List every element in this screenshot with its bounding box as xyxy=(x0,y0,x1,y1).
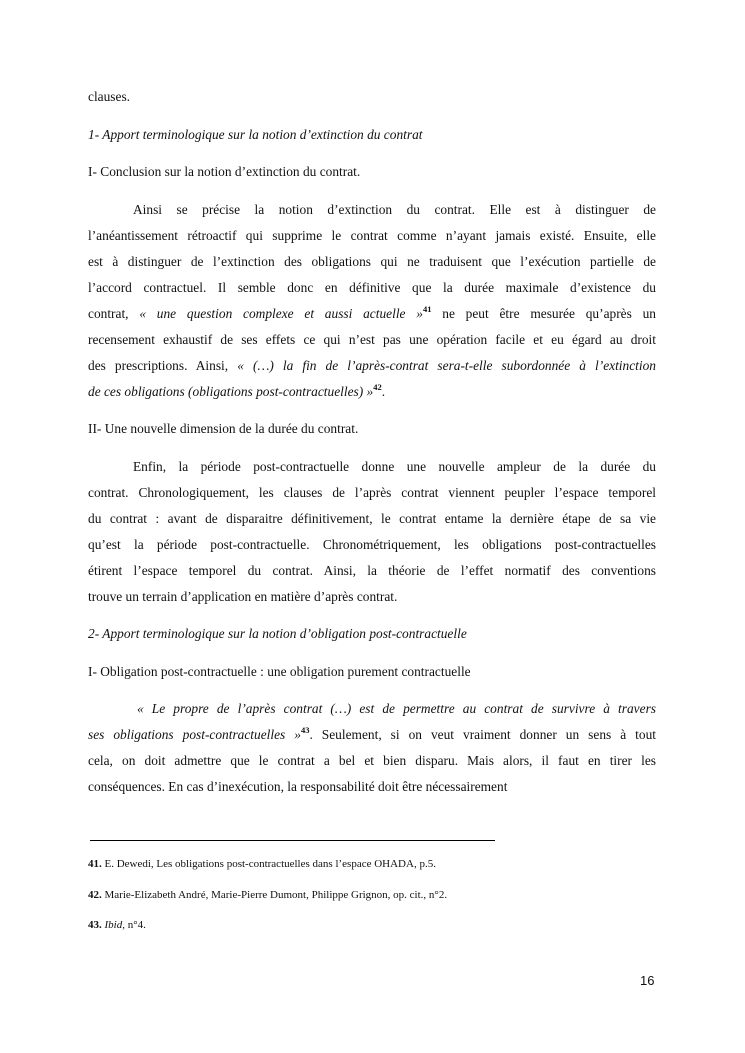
subsection-heading-3: I- Obligation post-contractuelle : une obligation purement contractuelle xyxy=(88,663,471,679)
text-line: du contrat : avant de disparaitre définitivement, le contrat entame la dernière étape de sa vie xyxy=(88,510,656,526)
paragraph-3 xyxy=(88,696,656,800)
text-line: est à distinguer de l’extinction des obligations qui ne traduisent que l’exécution partielle de xyxy=(88,253,656,269)
text-line: Ainsi se précise la notion d’extinction du contrat. Elle est à distinguer de xyxy=(133,201,656,217)
footnote-ref-43[interactable]: 43 xyxy=(300,725,310,735)
footnote-41: 41. E. Dewedi, Les obligations post-contractuelles dans l’espace OHADA, p.5. xyxy=(88,858,436,870)
section-heading-1: 1- Apport terminologique sur la notion d’extinction du contrat xyxy=(88,126,423,142)
text-line: l’accord contractuel. Il semble donc en définitive que la durée maximale d’existence du xyxy=(88,279,656,295)
quote: « une question complexe et aussi actuelle » xyxy=(139,305,423,321)
text-line: l’anéantissement rétroactif qui supprime le contrat comme n’ayant jamais existé. Ensuite, elle xyxy=(88,227,656,243)
quote: « (…) la fin de l’après-contrat sera-t-elle subordonnée à l’extinction xyxy=(237,357,656,373)
text-line: de ces obligations (obligations post-contractuelles) »$^{42}$. xyxy=(88,381,386,399)
quote: de ces obligations (obligations post-contractuelles) » xyxy=(88,383,374,399)
text-line: contrat, « une question complexe et aussi actuelle »$^{41}$ ne peut être mesurée qu’après un xyxy=(88,303,656,321)
text-line: ses obligations post-contractuelles »$^{43}$. Seulement, si on veut vraiment donner un sens à tout xyxy=(88,725,656,742)
paragraph-fragment: clauses. xyxy=(88,89,131,104)
text-line: trouve un terrain d’application en matière d’après contrat. xyxy=(88,588,398,604)
paragraph-1 xyxy=(88,197,656,405)
footnote-43: 43. Ibid, n°4. xyxy=(88,919,146,931)
text-line: « Le propre de l’après contrat (…) est de permettre au contrat de survivre à travers xyxy=(137,701,656,716)
footnote-ref-42[interactable]: 42 xyxy=(373,381,382,392)
footnote-ref-41[interactable]: 41 xyxy=(422,303,432,314)
page-body xyxy=(88,84,656,800)
text-line: Enfin, la période post-contractuelle donne une nouvelle ampleur de la durée du xyxy=(133,458,656,474)
text-line: contrat. Chronologiquement, les clauses de l’après contrat viennent peupler l’espace temporel xyxy=(88,484,656,500)
page-number: 16 xyxy=(640,973,655,988)
text-line: cela, on doit admettre que le contrat a bel et bien disparu. Mais alors, il faut en tirer les xyxy=(88,753,656,768)
text-line: recensement exhaustif de ses effets ce qui n’est pas une opération facile et eu égard au droit xyxy=(88,331,656,347)
text-line: qu’est la période post-contractuelle. Chronométriquement, les obligations post-contractuelles xyxy=(88,536,656,552)
text-line: conséquences. En cas d’inexécution, la responsabilité doit être nécessairement xyxy=(88,779,508,794)
subsection-heading-1: I- Conclusion sur la notion d’extinction du contrat. xyxy=(88,164,361,179)
subsection-heading-2: II- Une nouvelle dimension de la durée du contrat. xyxy=(88,421,359,436)
quote: ses obligations post-contractuelles » xyxy=(88,727,301,742)
footnote-42: 42. Marie-Elizabeth André, Marie-Pierre Dumont, Philippe Grignon, op. cit., n°2. xyxy=(88,889,448,901)
text-line: étirent l’espace temporel du contrat. Ainsi, la théorie de l’effet normatif des conventions xyxy=(88,562,656,578)
text-line: des prescriptions. Ainsi, « (…) la fin de l’après-contrat sera-t-elle subordonnée à l’extinction xyxy=(88,357,656,373)
section-heading-2: 2- Apport terminologique sur la notion d’obligation post-contractuelle xyxy=(88,626,467,641)
paragraph-2 xyxy=(88,454,656,610)
footnote-separator xyxy=(90,840,495,841)
